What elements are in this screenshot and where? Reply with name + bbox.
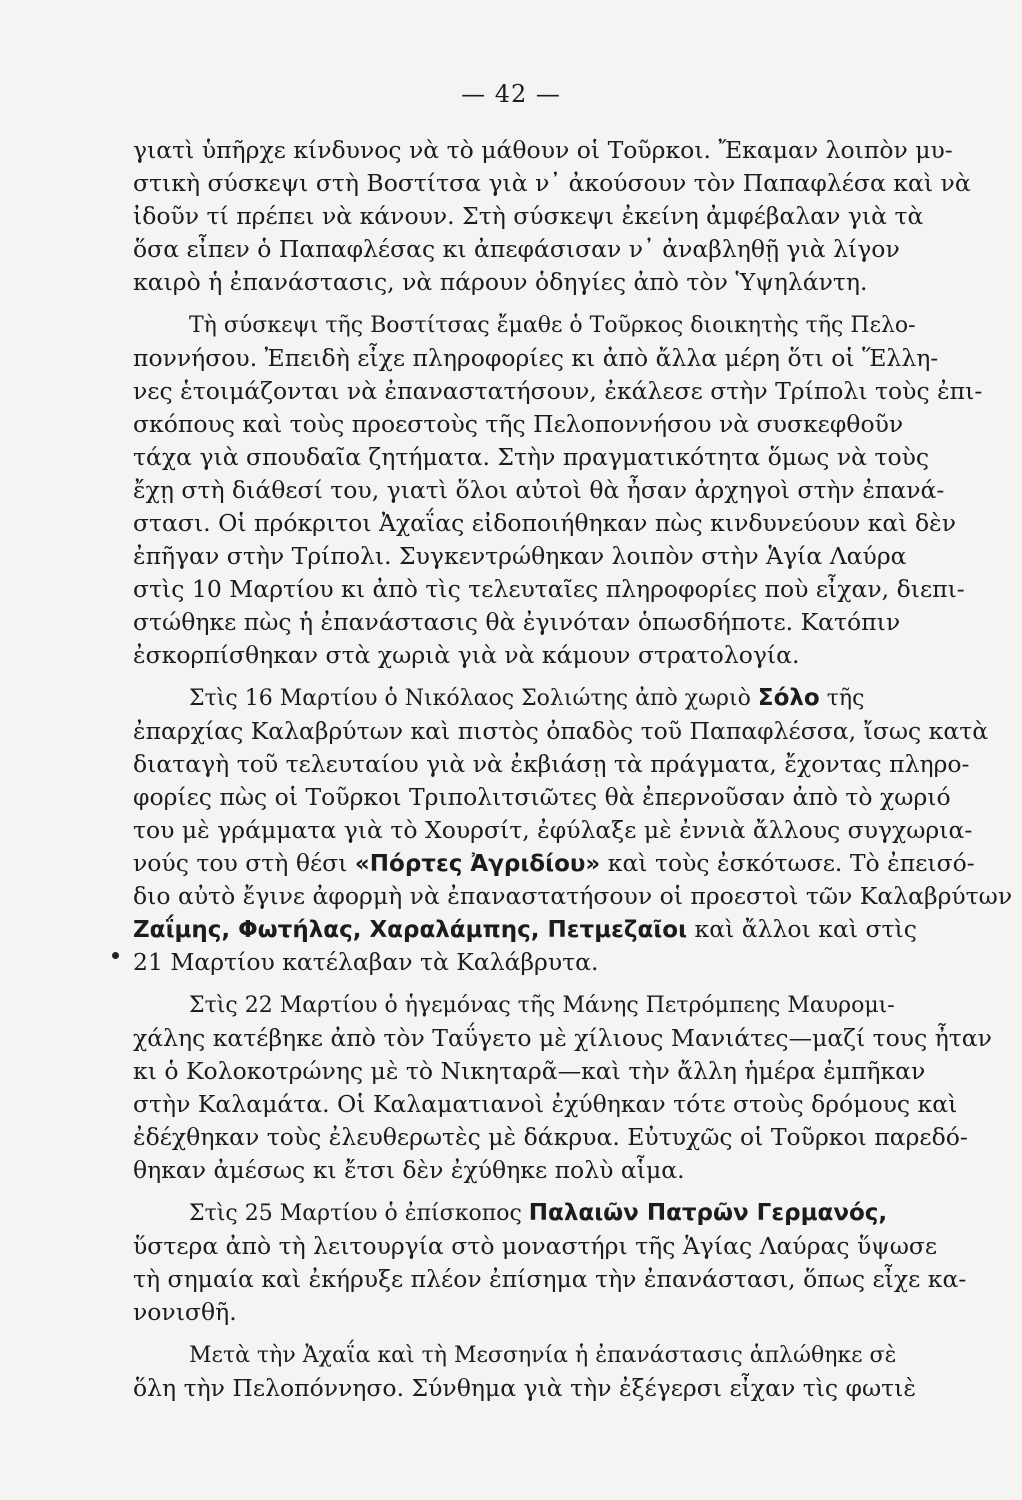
line-text: ὅλη τὴν Πελοπόννησο. Σύνθημα γιὰ τὴν ἐξέγερσι εἶχαν τὶς φωτιὲ [133, 1374, 917, 1402]
line-text-after: τῆς [826, 686, 865, 711]
text-line [133, 200, 1022, 233]
text-line [133, 309, 1022, 342]
text-line [133, 715, 1022, 748]
text-line [133, 408, 1022, 441]
text-line [133, 1055, 1022, 1088]
bold-name: Παλαιῶν Πατρῶν Γερμανός, [528, 1200, 888, 1226]
text-line [133, 266, 1022, 299]
text-line [133, 682, 1022, 715]
text-line [133, 989, 1022, 1022]
text-line [133, 1088, 1022, 1121]
text-line [133, 847, 1022, 880]
text-line [133, 540, 1022, 573]
line-text: στώθηκε πὼς ἡ ἐπανάστασις θὰ ἐγινόταν ὁπωσδήποτε. Κατόπιν [133, 608, 901, 636]
text-line [133, 1230, 1022, 1263]
bold-name: «Πόρτες Ἀγριδίου» [354, 851, 601, 877]
text-line [133, 1296, 1022, 1329]
line-text: γιατὶ ὑπῆρχε κίνδυνος νὰ τὸ μάθουν οἱ Τοῦρκοι. Ἔκαμαν λοιπὸν μυ- [133, 136, 953, 164]
line-text: Στὶς 22 Μαρτίου ὁ ἡγεμόνας τῆς Μάνης Πετρόμπεης Μαυρομι- [189, 993, 895, 1018]
line-text: νούς του στὴ θέσι [133, 849, 348, 877]
line-text-after: καὶ ἄλλοι καὶ στὶς [694, 915, 917, 943]
line-text: θηκαν ἀμέσως κι ἔτσι δὲν ἐχύθηκε πολὺ αἷμα. [133, 1156, 685, 1184]
line-text: ἐδέχθηκαν τοὺς ἐλευθερωτὲς μὲ δάκρυα. Εὐτυχῶς οἱ Τοῦρκοι παρεδό- [133, 1123, 968, 1151]
line-text: νες ἑτοιμάζονται νὰ ἐπαναστατήσουν, ἐκάλεσε στὴν Τρίπολι τοὺς ἐπι- [133, 377, 983, 405]
line-text: φορίες πὼς οἱ Τοῦρκοι Τριπολιτσιῶτες θὰ ἐπερνοῦσαν ἀπὸ τὸ χωριό [133, 783, 951, 811]
line-text: ἔχῃ στὴ διάθεσί του, γιατὶ ὅλοι αὐτοὶ θὰ ἦσαν ἀρχηγοὶ στὴν ἐπανά- [133, 476, 945, 504]
line-text: στασι. Οἱ πρόκριτοι Ἀχαΐας εἰδοποιήθηκαν πὼς κινδυνεύουν καὶ δὲν [133, 509, 957, 537]
line-text: ποννήσου. Ἐπειδὴ εἶχε πληροφορίες κι ἀπὸ ἄλλα μέρη ὅτι οἱ Ἕλλη- [133, 344, 939, 372]
text-line [133, 474, 1022, 507]
page-number: — 42 — [461, 80, 561, 108]
line-text: τὴ σημαία καὶ ἐκήρυξε πλέον ἐπίσημα τὴν ἐπανάστασι, ὅπως εἶχε κα- [133, 1265, 967, 1293]
line-text: ἰδοῦν τί πρέπει νὰ κάνουν. Στὴ σύσκεψι ἐκείνη ἀμφέβαλαν γιὰ τὰ [133, 202, 924, 230]
line-text: χάλης κατέβηκε ἀπὸ τὸν Ταΰγετο μὲ χίλιους Μανιάτες—μαζί τους ἦταν [133, 1024, 992, 1052]
line-text: διο αὐτὸ ἔγινε ἀφορμὴ νὰ ἐπαναστατήσουν οἱ προεστοὶ τῶν Καλαβρύτων [133, 882, 1013, 910]
text-line [133, 167, 1022, 200]
body-text [133, 134, 1022, 1405]
text-line [133, 748, 1022, 781]
text-line [133, 573, 1022, 606]
line-text: του μὲ γράμματα γιὰ τὸ Χουρσίτ, ἐφύλαξε μὲ ἐννιὰ ἄλλους συγχωρια- [133, 816, 973, 844]
text-line [133, 1372, 1022, 1405]
line-text: στὴν Καλαμάτα. Οἱ Καλαματιανοὶ ἐχύθηκαν τότε στοὺς δρόμους καὶ [133, 1090, 958, 1118]
line-text: ἐσκορπίσθηκαν στὰ χωριὰ γιὰ νὰ κάμουν στρατολογία. [133, 641, 800, 669]
text-line [133, 1197, 1022, 1230]
text-line [133, 781, 1022, 814]
margin-dot-mark [112, 952, 119, 959]
text-line [133, 946, 1022, 979]
line-text: στικὴ σύσκεψι στὴ Βοστίτσα γιὰ ν᾽ ἀκούσουν τὸν Παπαφλέσα καὶ νὰ [133, 169, 971, 197]
text-line [133, 639, 1022, 672]
text-line [133, 913, 1022, 946]
line-text: ἐπαρχίας Καλαβρύτων καὶ πιστὸς ὀπαδὸς τοῦ Παπαφλέσσα, ἴσως κατὰ [133, 717, 989, 745]
bold-name: Ζαΐμης, Φωτήλας, Χαραλάμπης, Πετμεζαῖοι [133, 917, 688, 943]
line-text: Στὶς 16 Μαρτίου ὁ Νικόλαος Σολιώτης ἀπὸ χωριὸ [189, 686, 751, 711]
line-text: ὅσα εἶπεν ὁ Παπαφλέσας κι ἀπεφάσισαν ν᾽ ἀναβληθῇ γιὰ λίγον [133, 235, 900, 263]
text-line [133, 233, 1022, 266]
line-text: κι ὁ Κολοκοτρώνης μὲ τὸ Νικηταρᾶ—καὶ τὴν ἄλλη ἡμέρα ἐμπῆκαν [133, 1057, 926, 1085]
text-line [133, 375, 1022, 408]
text-line [133, 1154, 1022, 1187]
line-text: τάχα γιὰ σπουδαῖα ζητήματα. Στὴν πραγματικότητα ὅμως νὰ τοὺς [133, 443, 930, 471]
text-line [133, 507, 1022, 540]
text-line [133, 342, 1022, 375]
text-line [133, 1121, 1022, 1154]
line-text: σκόπους καὶ τοὺς προεστοὺς τῆς Πελοποννήσου νὰ συσκεφθοῦν [133, 410, 904, 438]
line-text-after: καὶ τοὺς ἐσκότωσε. Τὸ ἐπεισό- [607, 849, 975, 877]
text-line [133, 1339, 1022, 1372]
text-line [133, 134, 1022, 167]
line-text: Μετὰ τὴν Ἀχαΐα καὶ τὴ Μεσσηνία ἡ ἐπανάστασις ἁπλώθηκε σὲ [189, 1343, 897, 1368]
text-line [133, 1263, 1022, 1296]
text-line [133, 814, 1022, 847]
line-text: ἐπῆγαν στὴν Τρίπολι. Συγκεντρώθηκαν λοιπὸν στὴν Ἁγία Λαύρα [133, 542, 907, 570]
line-text: καιρὸ ἡ ἐπανάστασις, νὰ πάρουν ὁδηγίες ἀπὸ τὸν Ὑψηλάντη. [133, 268, 868, 296]
line-text: 21 Μαρτίου κατέλαβαν τὰ Καλάβρυτα. [133, 948, 599, 976]
text-line [133, 441, 1022, 474]
bold-name: Σόλο [757, 685, 820, 711]
text-line [133, 880, 1022, 913]
line-text: νονισθῆ. [133, 1298, 237, 1326]
line-text: ὕστερα ἀπὸ τὴ λειτουργία στὸ μοναστήρι τῆς Ἁγίας Λαύρας ὕψωσε [133, 1232, 938, 1260]
line-text: Τὴ σύσκεψι τῆς Βοστίτσας ἔμαθε ὁ Τοῦρκος διοικητὴς τῆς Πελο- [189, 313, 916, 338]
text-line [133, 1022, 1022, 1055]
line-text: στὶς 10 Μαρτίου κι ἀπὸ τὶς τελευταῖες πληροφορίες ποὺ εἶχαν, διεπι- [133, 575, 965, 603]
line-text: Στὶς 25 Μαρτίου ὁ ἐπίσκοπος [189, 1201, 522, 1226]
line-text: διαταγὴ τοῦ τελευταίου γιὰ νὰ ἐκβιάσῃ τὰ πράγματα, ἔχοντας πληρο- [133, 750, 970, 778]
text-line [133, 606, 1022, 639]
